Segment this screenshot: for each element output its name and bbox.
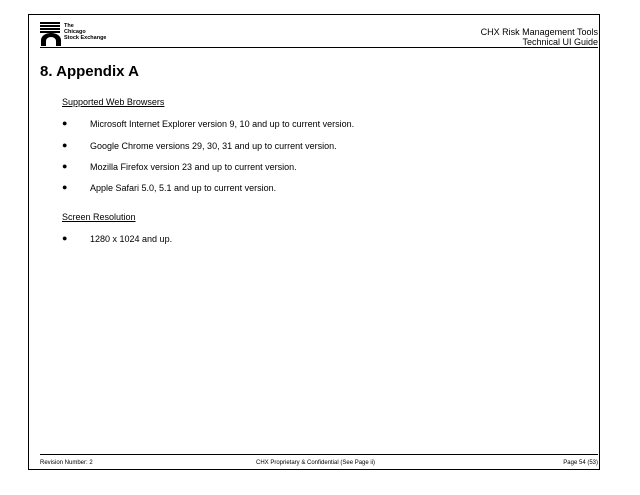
bullet-icon: ●: [62, 182, 68, 192]
bullet-icon: ●: [62, 118, 68, 128]
page-title: 8. Appendix A: [40, 63, 139, 80]
bullet-icon: ●: [62, 140, 68, 150]
header-right: [481, 27, 598, 47]
bullet-icon: ●: [62, 233, 68, 243]
logo-text: The Chicago Stock Exchange: [64, 23, 107, 42]
footer-confidential: CHX Proprietary & Confidential (See Page ii): [256, 460, 376, 466]
chx-logo: [40, 22, 110, 46]
guide-line: Technical UI Guide: [522, 37, 598, 47]
header-divider: [40, 47, 598, 48]
section-heading-browsers: Supported Web Browsers: [62, 97, 165, 107]
logo-arch-icon: [41, 33, 61, 46]
bullet-icon: ●: [62, 161, 68, 171]
footer-revision: Revision Number: 2: [40, 460, 93, 466]
company-line: CHX Risk Management Tools: [480, 27, 598, 37]
footer-page-number: Page 54 (53): [563, 460, 598, 466]
footer-divider: [40, 454, 598, 455]
section-heading-resolution: Screen Resolution: [62, 212, 136, 222]
